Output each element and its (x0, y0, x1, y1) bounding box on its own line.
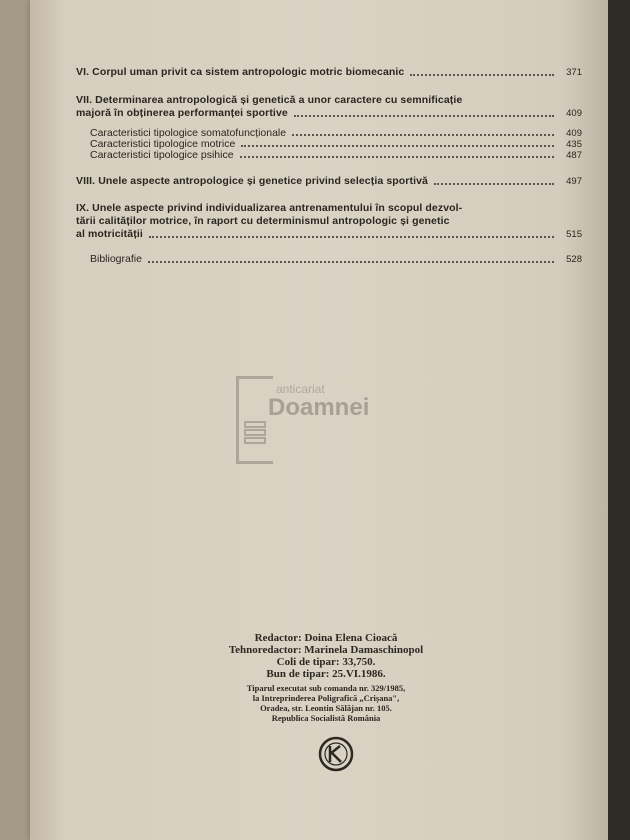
leader-dots (240, 156, 554, 158)
leader-dots (148, 261, 554, 263)
toc-page-number: 497 (566, 176, 582, 187)
toc-page-number: 515 (566, 229, 582, 240)
toc-entry-title-line2: majoră în obținerea performanței sportive (76, 107, 288, 119)
leader-dots (294, 115, 554, 117)
toc-subentry (76, 150, 582, 161)
leader-dots (434, 183, 554, 185)
watermark-brand-text: Doamnei (268, 394, 370, 421)
watermark-small-text: anticariat (276, 382, 325, 396)
books-icon (244, 420, 266, 446)
toc-subentry-title: Caracteristici tipologice motrice (90, 138, 236, 150)
page-right-edge (608, 0, 630, 840)
colophon (196, 632, 456, 723)
leader-dots (410, 74, 554, 76)
toc-entry-ch7 (76, 94, 582, 120)
toc-entry-bibliography (76, 253, 582, 266)
toc-page-number: 528 (566, 254, 582, 265)
toc-entry-title-line1: VII. Determinarea antropologică și genetică a unor caractere cu semnificație (76, 94, 463, 106)
watermark (236, 376, 376, 462)
colophon-print-line: Republica Socialistă România (271, 713, 381, 723)
colophon-coli: Coli de tipar: 33,750. (276, 656, 376, 668)
colophon-bun: Bun de tipar: 25.VI.1986. (266, 668, 386, 680)
publisher-logo-icon (318, 736, 354, 772)
leader-dots (149, 236, 554, 238)
toc-entry-ch9 (76, 202, 582, 241)
table-of-contents (76, 66, 582, 266)
colophon-print-line: Oradea, str. Leontin Sălăjan nr. 105. (260, 703, 392, 713)
colophon-redactor: Redactor: Doina Elena Cioacă (254, 632, 398, 644)
toc-entry-ch8 (76, 175, 582, 188)
toc-page-number: 435 (566, 139, 582, 150)
page-left-edge (0, 0, 30, 840)
toc-page-number: 409 (566, 128, 582, 139)
toc-entry-title-line3: al motricității (76, 228, 143, 240)
toc-entry-title: VI. Corpul uman privit ca sistem antropologic motric biomecanic (76, 66, 405, 78)
colophon-print-line: Tiparul executat sub comanda nr. 329/1985, (246, 683, 406, 693)
toc-page-number: 409 (566, 108, 582, 119)
colophon-print-line: la Intreprinderea Poligrafică „Crișana", (252, 693, 400, 703)
toc-page-number: 371 (566, 67, 582, 78)
colophon-tehnoredactor: Tehnoredactor: Marinela Damaschinopol (228, 644, 424, 656)
toc-subentry-title: Caracteristici tipologice psihice (90, 149, 234, 161)
toc-entry-title: Bibliografie (90, 253, 142, 265)
toc-entry-title: VIII. Unele aspecte antropologice și genetice privind selecția sportivă (76, 175, 428, 187)
toc-page-number: 487 (566, 150, 582, 161)
leader-dots (292, 134, 554, 136)
toc-subentry-title: Caracteristici tipologice somatofuncționale (90, 127, 287, 139)
leader-dots (241, 145, 554, 147)
toc-entry-title-line1: IX. Unele aspecte privind individualizarea antrenamentului în scopul dezvol- (76, 202, 463, 214)
toc-entry-ch6 (76, 66, 582, 79)
toc-entry-title-line2: tării calităților motrice, în raport cu determinismul antropologic și genetic (76, 215, 450, 227)
toc-subentries-ch7 (76, 128, 582, 161)
